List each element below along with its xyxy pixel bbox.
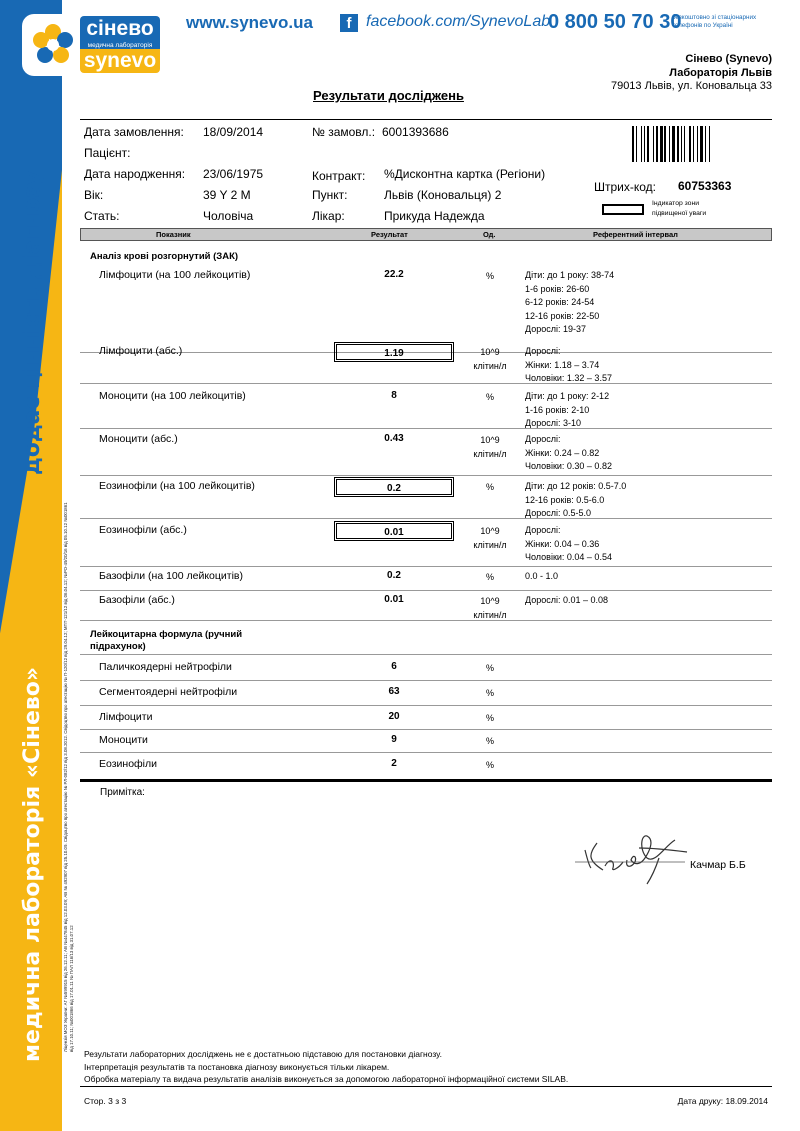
synevo-logo	[22, 14, 164, 76]
reference-interval: Діти: до 1 року: 38-74 1-6 років: 26-60 6-12 років: 24-54 12-16 років: 22-50 Дорослі: 19-37	[525, 270, 615, 334]
result-unit: %	[485, 713, 494, 723]
barcode-bar	[653, 126, 654, 162]
result-name: Моноцити	[99, 734, 148, 746]
result-name: Моноцити (на 100 лейкоцитів)	[99, 390, 246, 402]
order-date: 18/09/2014	[203, 125, 264, 139]
brand-band	[0, 0, 62, 1131]
result-value: 0.01	[334, 521, 454, 541]
barcode-bar	[660, 126, 663, 162]
result-name: Сегментоядерні нейтрофіли	[99, 686, 238, 698]
reference-interval: Дорослі: Жінки: 0.04 – 0.36 Чоловіки: 0.04 – 0.54	[525, 525, 612, 562]
doctor-label: Лікар:	[312, 209, 345, 223]
row-separator	[80, 566, 772, 567]
brand-tagline-top: додає цінність діагнозу	[20, 170, 45, 475]
result-value: 0.01	[384, 594, 404, 605]
section-title-leukocyte-formula	[90, 629, 242, 653]
row-separator	[80, 590, 772, 591]
table-end-rule	[80, 779, 772, 782]
section-title-line-2: підрахунок)	[90, 641, 146, 652]
barcode-number: 60753363	[678, 179, 732, 193]
row-separator	[80, 620, 772, 621]
hotline-phone: 0 800 50 70 30	[548, 11, 682, 33]
barcode-bar	[636, 126, 637, 162]
flower-logo-icon	[30, 22, 76, 68]
result-unit: %	[485, 572, 494, 582]
result-value: 0.2	[387, 570, 401, 581]
footer-divider	[80, 1086, 772, 1087]
collection-point: Львів (Коновальця) 2	[384, 188, 502, 202]
attention-indicator-label: Індикатор зони підвищеної уваги	[652, 200, 707, 217]
col-indicator: Показник	[156, 230, 191, 239]
order-date-label: Дата замовлення:	[84, 125, 184, 139]
barcode-label: Штрих-код:	[594, 180, 656, 194]
reference-interval: Дорослі: Жінки: 1.18 – 3.74 Чоловіки: 1.32 – 3.57	[525, 346, 612, 383]
result-value: 6	[391, 661, 397, 672]
row-separator	[80, 518, 772, 519]
barcode-graphic	[632, 126, 766, 162]
result-unit: %	[485, 736, 494, 746]
row-separator	[80, 705, 772, 706]
lab-company: Сінево (Synevo)	[685, 53, 772, 65]
lab-name	[669, 52, 772, 80]
signature-image	[575, 828, 695, 888]
barcode-bar	[672, 126, 675, 162]
reference-interval: Дорослі: Жінки: 0.24 – 0.82 Чоловіки: 0.30 – 0.82	[525, 434, 612, 471]
barcode-bar	[705, 126, 706, 162]
result-value: 63	[388, 686, 400, 697]
row-separator	[80, 475, 772, 476]
sex-label: Стать:	[84, 209, 120, 223]
result-value: 0.43	[384, 433, 404, 444]
result-value: 8	[391, 390, 397, 401]
facebook-icon: f	[340, 14, 358, 32]
barcode-bar	[656, 126, 658, 162]
result-value: 2	[391, 758, 397, 769]
row-separator	[80, 752, 772, 753]
license-line-2: від 17.10.11; №001866 від 17.01.11 № ПАЛ 116/13 від 31.07.12	[69, 925, 74, 1052]
age: 39 Y 2 M	[203, 188, 251, 202]
attention-indicator-box	[602, 204, 644, 215]
order-number: 6001393686	[382, 125, 449, 139]
col-result: Результат	[371, 230, 408, 239]
row-separator	[80, 680, 772, 681]
result-unit: %	[485, 688, 494, 698]
result-name: Лімфоцити (абс.)	[99, 345, 183, 357]
result-unit: %	[485, 663, 494, 673]
result-name: Паличкоядерні нейтрофіли	[99, 661, 232, 673]
logo-text-cyrillic: сінево	[80, 16, 160, 42]
result-unit: 10^9 клітин/л	[473, 435, 507, 459]
barcode-bar	[641, 126, 642, 162]
barcode-bar	[664, 126, 666, 162]
point-label: Пункт:	[312, 188, 348, 202]
logo-text-latin: synevo	[80, 49, 160, 73]
barcode-bar	[647, 126, 649, 162]
logo-subtitle: медична лабораторія	[80, 41, 160, 50]
lab-address: 79013 Львів, ул. Коновальца 33	[610, 80, 772, 92]
reference-interval: Діти: до 12 років: 0.5-7.0 12-16 років: 0.5-6.0 Дорослі: 0.5-5.0	[525, 481, 627, 518]
contract-label: Контракт:	[312, 169, 366, 183]
result-unit: %	[485, 482, 494, 492]
result-unit: %	[485, 392, 494, 402]
lab-branch: Лабораторія Львів	[669, 67, 772, 79]
barcode-bar	[681, 126, 682, 162]
barcode-bar	[632, 126, 634, 162]
row-separator	[80, 729, 772, 730]
print-date: Дата друку: 18.09.2014	[677, 1096, 768, 1106]
birth-date: 23/06/1975	[203, 167, 264, 181]
result-value: 0.2	[334, 477, 454, 497]
barcode-bar	[709, 126, 710, 162]
result-name: Еозинофіли (абс.)	[99, 524, 187, 536]
note-label: Примітка:	[100, 787, 145, 798]
result-unit: %	[485, 271, 494, 281]
result-name: Лімфоцити (на 100 лейкоцитів)	[99, 269, 251, 281]
row-separator	[80, 654, 772, 655]
row-separator	[80, 428, 772, 429]
brand-tagline-bottom: медична лабораторія «Сінево»	[20, 666, 45, 1062]
reference-interval: Дорослі: 0.01 – 0.08	[525, 595, 609, 605]
facebook-link[interactable]: facebook.com/SynevoLab	[366, 13, 551, 30]
barcode-bar	[644, 126, 645, 162]
reference-interval: Діти: до 1 року: 2-12 1-16 років: 2-10 Дорослі: 3-10	[525, 391, 610, 428]
result-value: 9	[391, 734, 397, 745]
signer-name: Качмар Б.Б	[690, 859, 746, 871]
footer-line-1: Результати лабораторних досліджень не є достатньою підставою для постановки діагнозу.	[84, 1049, 442, 1059]
results-table-header	[80, 228, 772, 241]
result-name: Базофіли (абс.)	[99, 594, 175, 606]
reference-interval: 0.0 - 1.0	[525, 571, 559, 581]
result-value: 20	[388, 711, 400, 722]
result-name: Лімфоцити	[99, 711, 153, 723]
footer-line-3: Обробка матеріалу та видача результатів аналізів виконується за допомогою лабораторної інформаційної системи SILAB.	[84, 1074, 569, 1084]
result-name: Базофіли (на 100 лейкоцитів)	[99, 570, 243, 582]
order-number-label: № замовл.:	[312, 125, 376, 139]
barcode-bar	[684, 126, 685, 162]
result-name: Моноцити (абс.)	[99, 433, 178, 445]
result-name: Еозинофіли	[99, 758, 158, 770]
col-reference: Референтний інтервал	[593, 230, 678, 239]
contract: %Дисконтна картка (Регіони)	[384, 167, 546, 181]
footer-line-2: Інтерпретація результатів та постановка діагнозу виконується тільки лікарем.	[84, 1061, 390, 1072]
hotline-note: безкоштовно зі стаціонарних телефонів по Україні	[672, 14, 757, 29]
result-unit: %	[485, 760, 494, 770]
license-line-1: Ліцензія МОЗ України: АГ №599915 від 26.12.11; АВ №447845 від 12.03.09; АВ № 492907 від 25.10.09. Свідоцтво про атестацію № РЛ-082/12 від 3.08.2012. Свідоцтво про атестацію № П-120/12 від 29.04.12; МПТ-121/12 від 06.04.12; №РО-49/20/16 від 05.10.12 №001861	[63, 502, 68, 1052]
result-unit: 10^9 клітин/л	[473, 596, 507, 620]
footer-disclaimer	[84, 1048, 568, 1086]
website-link[interactable]: www.synevo.ua	[186, 13, 313, 32]
result-unit: 10^9 клітин/л	[473, 526, 507, 550]
page-number: Стор. 3 з 3	[84, 1096, 127, 1106]
barcode-bar	[697, 126, 698, 162]
barcode-bar	[669, 126, 670, 162]
birth-date-label: Дата народження:	[84, 167, 186, 181]
age-label: Вік:	[84, 188, 104, 202]
section-title-cbc: Аналіз крові розгорнутий (ЗАК)	[90, 251, 239, 262]
barcode-bar	[700, 126, 703, 162]
divider	[80, 119, 772, 120]
result-value: 22.2	[384, 269, 404, 280]
barcode-bar	[689, 126, 691, 162]
result-name: Еозинофіли (на 100 лейкоцитів)	[99, 480, 255, 492]
doctor: Прикуда Надежда	[384, 209, 485, 223]
barcode-bar	[693, 126, 694, 162]
sex: Чоловіча	[203, 209, 254, 223]
page-title: Результати досліджень	[313, 88, 464, 103]
row-separator	[80, 383, 772, 384]
col-unit: Од.	[483, 230, 496, 239]
result-unit: 10^9 клітин/л	[473, 347, 507, 371]
section-title-line-1: Лейкоцитарна формула (ручний	[90, 629, 243, 640]
result-value: 1.19	[334, 342, 454, 362]
barcode-bar	[677, 126, 679, 162]
patient-label: Пацієнт:	[84, 146, 131, 160]
